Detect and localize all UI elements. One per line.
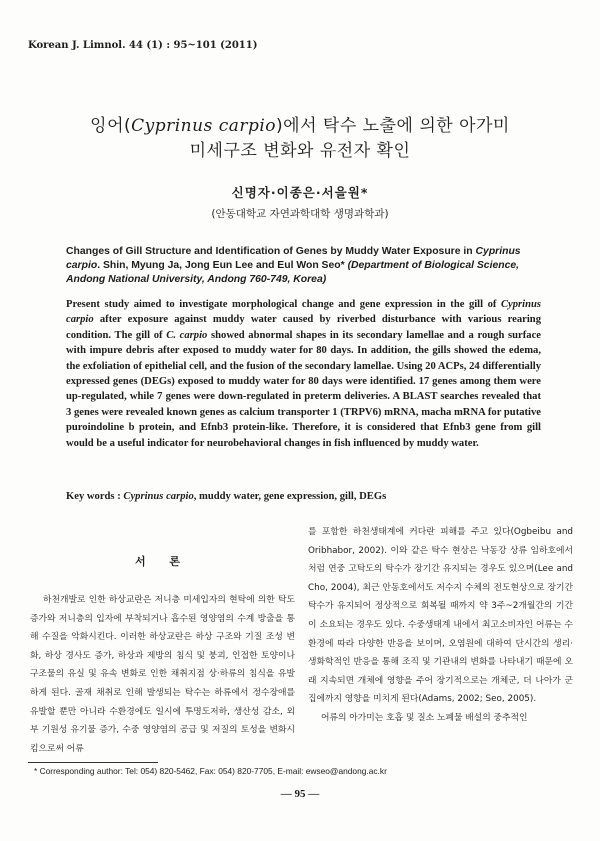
- abstract-text: Present study aimed to investigate morphological change and gene expression in the gill of: [66, 299, 501, 310]
- korean-title-line-2: 미세구조 변화와 유전자 확인: [189, 141, 411, 161]
- korean-authors: 신명자·이종은·서을원*: [231, 185, 369, 200]
- abstract-text: after exposure against muddy water caused by riverbed disturbance with various rearing condition. The gill of: [66, 314, 541, 341]
- english-title-block: [66, 245, 541, 287]
- abstract-text: showed abnormal shapes in its secondary lamellae and a rough surface with impure debris after exposed to muddy water for 80 days. In addition, the gills showed the edema, the exfoliation of epithelial cell, and the fusion of the secondary lamellae. Using 20 ACPs, 24 differentially expressed genes (DEGs) exposed to muddy water for 80 days were identified. 17 genes among them were up-regulated, while 7 genes were down-regulated in preterm deliveries. A BLAST searches revealed that 3 genes were revealed known genes as calcium transporter 1 (TRPV6) mRNA, macha mRNA for putative puroindoline b protein, and Efnb3 protein-like. Therefore, it is considered that Efnb3 gene from gill would be a useful indicator for neurobehavioral changes in fish influenced by muddy water.: [66, 329, 541, 449]
- keywords-species: Cyprinus carpio: [123, 491, 194, 502]
- body-column-right: [308, 523, 573, 728]
- page-number: — 95 —: [280, 788, 320, 800]
- body-paragraph: 어류의 아가미는 호흡 및 질소 노폐물 배설의 중추적인: [321, 712, 528, 723]
- footnote-rule: [28, 762, 158, 763]
- abstract-species-short: C. carpio: [166, 329, 208, 341]
- korean-title-species: Cyprinus carpio: [131, 116, 277, 136]
- journal-reference: Korean J. Limnol. 44 (1) : 95~101 (2011): [28, 40, 258, 51]
- abstract-species: Cyprinus carpio: [66, 299, 541, 326]
- body-paragraph: 하천개발로 인한 하상교란은 저니층 미세입자의 현탁에 의한 탁도 증가와 저니층의 입자에 부착되거나 흡수된 영양염의 수계 방출을 통해 수질을 악화시킨다. 이러한 하상교란은 하상 구조와 기질 조성 변화, 하상 경사도 증가, 하상과 제방의 침식 및 붕괴, 인접한 토양이나 구조물의 유실 및 유속 변화로 인한 채취지점 상·하류의 침식을 유발하게 된다. 골재 채취로 인해 발생되는 탁수는 하류에서 정수장애를 유발할 뿐만 아니라 수환경에도 일시에 투명도저하, 생산성 감소, 외부 기원성 유기물 증가, 수중 영양염의 공급 및 저질의 토성을 변화시킴으로써 어류: [30, 595, 295, 754]
- body-column-left: [30, 591, 295, 758]
- section-heading-introduction: 서 론: [134, 555, 191, 568]
- footnote-corresponding-author: * Corresponding author: Tel: 054) 820-5462, Fax: 054) 820-7705, E-mail: ewseo@andong.ac.kr: [34, 766, 387, 776]
- english-affiliation: (Department of Biological Science, Andong National University, Andong 760-749, Korea): [66, 260, 520, 285]
- abstract: [66, 297, 541, 451]
- english-title: Changes of Gill Structure and Identification of Genes by Muddy Water Exposure in: [66, 246, 476, 257]
- english-title-species: Cyprinus carpio: [66, 246, 521, 271]
- korean-title-line-1: [0, 114, 600, 138]
- keywords: [66, 491, 541, 502]
- korean-affiliation: (안동대학교 자연과학대학 생명과학과): [211, 208, 389, 220]
- keywords-list: , muddy water, gene expression, gill, DEGs: [193, 491, 387, 502]
- keywords-label: Key words :: [66, 491, 124, 502]
- korean-title-part: )에서 탁수 노출에 의한 아가미: [276, 116, 510, 136]
- english-authors: . Shin, Myung Ja, Jong Eun Lee and Eul Won Seo*: [97, 260, 348, 271]
- korean-title-part: 잉어(: [90, 116, 132, 136]
- body-paragraph: 를 포함한 하천생태계에 커다란 피해를 주고 있다(Ogbeibu and Oribhabor, 2002). 이와 같은 탁수 현상은 낙동강 상류 임하호에서 처럼 연중 고탁도의 탁수가 장기간 유지되는 경우도 있으며(Lee and Cho, 2004), 최근 안동호에서도 저수지 수체의 전도현상으로 장기간 탁수가 유지되어 정상적으로 회복될 때까지 약 3주~2개월간의 기간이 소요되는 경우도 있다. 수중생태계 내에서 최고소비자인 어류는 수환경에 따라 다양한 반응을 보이며, 오염원에 대하여 단시간의 생리·생화학적인 반응을 통해 조직 및 기관내의 변화를 나타내기 때문에 오래 지속되면 개체에 영향을 주어 장기적으로는 개체군, 더 나아가 군집에까지 영향을 미치게 된다(Adams, 2002; Seo, 2005).: [308, 527, 573, 705]
